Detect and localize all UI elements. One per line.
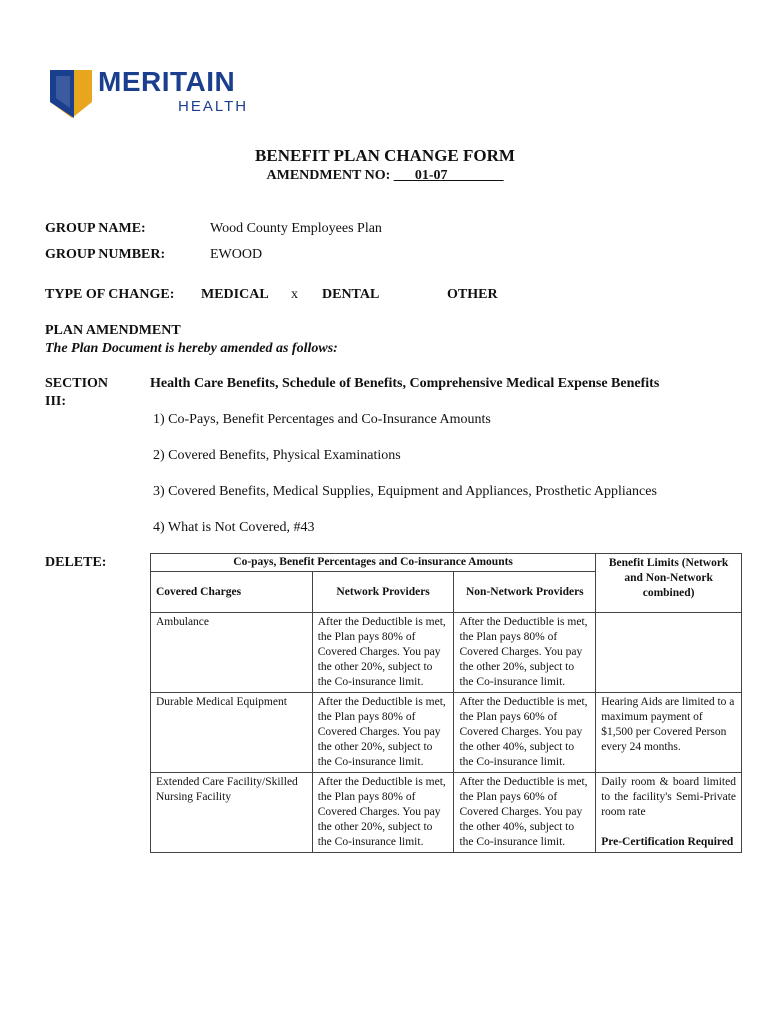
group-number-value: EWOOD bbox=[210, 247, 263, 262]
change-medical-mark: x bbox=[291, 287, 298, 302]
section-item: 1) Co-Pays, Benefit Percentages and Co-Insurance Amounts bbox=[153, 412, 491, 427]
cell-non-network: After the Deductible is met, the Plan pays 80% of Covered Charges. You pay the other 20%, subject to the Co-insurance limit. bbox=[454, 613, 596, 693]
header-benefit-limits: Benefit Limits (Network and Non-Network combined) bbox=[596, 554, 742, 613]
delete-label: DELETE: bbox=[45, 555, 107, 570]
cell-limit: Hearing Aids are limited to a maximum payment of $1,500 per Covered Person every 24 months. bbox=[596, 693, 742, 773]
change-other: OTHER bbox=[447, 287, 498, 302]
table-row bbox=[151, 693, 742, 773]
group-number-label: GROUP NUMBER: bbox=[45, 247, 166, 262]
cell-network: After the Deductible is met, the Plan pays 80% of Covered Charges. You pay the other 20%, subject to the Co-insurance limit. bbox=[312, 693, 454, 773]
section-item: 4) What is Not Covered, #43 bbox=[153, 520, 315, 535]
change-medical: MEDICAL bbox=[201, 287, 269, 302]
amendment-value: ___01-07________ bbox=[393, 168, 504, 183]
cell-charge: Extended Care Facility/Skilled Nursing Facility bbox=[151, 773, 313, 853]
table-row bbox=[151, 613, 742, 693]
cell-network: After the Deductible is met, the Plan pays 80% of Covered Charges. You pay the other 20%, subject to the Co-insurance limit. bbox=[312, 773, 454, 853]
group-name-label: GROUP NAME: bbox=[45, 221, 146, 236]
benefits-table bbox=[150, 553, 742, 853]
section-title: Health Care Benefits, Schedule of Benefits, Comprehensive Medical Expense Benefits bbox=[150, 376, 660, 391]
header-non-network-providers: Non-Network Providers bbox=[454, 572, 596, 613]
cell-non-network: After the Deductible is met, the Plan pays 60% of Covered Charges. You pay the other 40%, subject to the Co-insurance limit. bbox=[454, 693, 596, 773]
plan-amendment-heading: PLAN AMENDMENT bbox=[45, 323, 181, 338]
section-item: 3) Covered Benefits, Medical Supplies, Equipment and Appliances, Prosthetic Appliances bbox=[153, 484, 657, 499]
amendment-label: AMENDMENT NO: bbox=[266, 168, 394, 183]
logo-mark-icon bbox=[50, 68, 94, 120]
amendment-number bbox=[0, 168, 770, 184]
limit-text: Daily room & board limited to the facility's Semi-Private room rate bbox=[601, 776, 736, 818]
table-caption: Co-pays, Benefit Percentages and Co-insurance Amounts bbox=[151, 554, 596, 572]
logo-text-meritain: MERITAIN bbox=[98, 66, 236, 97]
type-of-change-label: TYPE OF CHANGE: bbox=[45, 287, 175, 302]
section-label-line1: SECTION bbox=[45, 376, 109, 391]
cell-non-network: After the Deductible is met, the Plan pays 60% of Covered Charges. You pay the other 40%, subject to the Co-insurance limit. bbox=[454, 773, 596, 853]
cell-charge: Durable Medical Equipment bbox=[151, 693, 313, 773]
group-name-value: Wood County Employees Plan bbox=[210, 221, 382, 236]
cell-charge: Ambulance bbox=[151, 613, 313, 693]
plan-amendment-subheading: The Plan Document is hereby amended as follows: bbox=[45, 341, 338, 356]
section-item: 2) Covered Benefits, Physical Examinations bbox=[153, 448, 401, 463]
logo-text-health: HEALTH bbox=[178, 98, 249, 115]
cell-limit bbox=[596, 613, 742, 693]
section-label-line2: III: bbox=[45, 394, 67, 409]
cell-limit bbox=[596, 773, 742, 853]
change-dental: DENTAL bbox=[322, 287, 380, 302]
cell-network: After the Deductible is met, the Plan pays 80% of Covered Charges. You pay the other 20%, subject to the Co-insurance limit. bbox=[312, 613, 454, 693]
meritain-logo bbox=[50, 68, 270, 120]
limit-bold-text: Pre-Certification Required bbox=[601, 836, 734, 848]
header-covered-charges: Covered Charges bbox=[151, 572, 313, 613]
form-title: BENEFIT PLAN CHANGE FORM bbox=[255, 146, 515, 165]
header-network-providers: Network Providers bbox=[312, 572, 454, 613]
table-row bbox=[151, 773, 742, 853]
